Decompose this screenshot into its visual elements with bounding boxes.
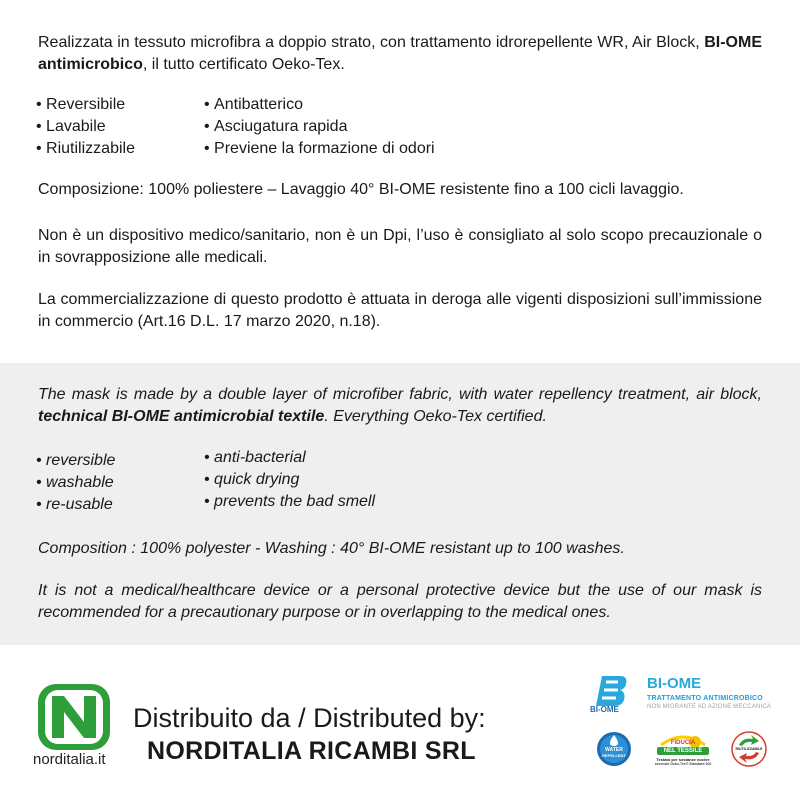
- features-right-en: [204, 447, 375, 513]
- intro-paragraph-it: Realizzata in tessuto microfibra a doppio strato, con trattamento idrorepellente WR, Air Block, BI-OME antimicrobico, il tutto certificato Oeko-Tex.: [38, 34, 762, 73]
- distributed-label: Distribuito da / Distributed by:: [133, 703, 486, 733]
- list-item: • Riutilizzabile: [36, 138, 135, 160]
- features-left-en: [36, 450, 115, 516]
- english-section: [0, 363, 800, 645]
- footer: [0, 645, 800, 800]
- composition-it: Composizione: 100% poliestere – Lavaggio 40° BI-OME resistente fino a 100 cicli lavaggio.: [38, 181, 684, 198]
- list-item: • prevents the bad smell: [204, 491, 375, 513]
- disclaimer-it: Non è un dispositivo medico/sanitario, non è un Dpi, l’uso è consigliato al solo scopo precauzionale o in sovrapposizione alle medicali.: [38, 227, 762, 266]
- list-item: • Antibatterico: [204, 94, 435, 116]
- intro-paragraph-en: The mask is made by a double layer of microfiber fabric, with water repellency treatment, air block, technical BI-OME antimicrobial textile. Everything Oeko-Tex certified.: [38, 386, 762, 425]
- list-item: • Previene la formazione di odori: [204, 138, 435, 160]
- biome-title: BI-OME: [647, 675, 702, 692]
- list-item: • Lavabile: [36, 116, 135, 138]
- features-right-it: [204, 94, 435, 160]
- biome-highlight-en: technical BI-OME antimicrobial textile: [38, 408, 325, 425]
- biome-logo-caption: BI-OME: [590, 705, 619, 714]
- list-item: • Reversibile: [36, 94, 135, 116]
- disclaimer-en: It is not a medical/healthcare device or a personal protective device but the use of our mask is recommended for a precautionary purpose or in overlapping to the medical ones.: [38, 582, 762, 621]
- water-repellent-badge: WATER REPELLENT: [596, 731, 632, 767]
- norditalia-website: norditalia.it: [33, 751, 106, 768]
- list-item: • quick drying: [204, 469, 375, 491]
- reusable-badge: RIUTILIZZABILE: [731, 731, 767, 767]
- biome-highlight-it: BI-OME antimicrobico: [38, 34, 762, 73]
- list-item: • re-usable: [36, 494, 115, 516]
- composition-en: Composition : 100% polyester - Washing : 40° BI-OME resistant up to 100 washes.: [38, 540, 625, 557]
- list-item: • washable: [36, 472, 115, 494]
- oeko-tex-badge: FIDUCIA NEL TESSILE Testato per sostanze nocive secondo Oeko-Tex® Standard 100: [651, 731, 715, 769]
- legal-note-it: La commercializzazione di questo prodotto è attuata in deroga alle vigenti disposizioni sull’immissione in commercio (Art.16 D.L. 17 marzo 2020, n.18).: [38, 291, 762, 330]
- norditalia-logo-icon: [36, 682, 112, 752]
- italian-section: [0, 0, 800, 363]
- biome-subtagline: NON MIGRANTE AD AZIONE MECCANICA: [647, 704, 772, 710]
- biome-tagline: TRATTAMENTO ANTIMICROBICO: [647, 695, 763, 702]
- list-item: • reversible: [36, 450, 115, 472]
- list-item: • anti-bacterial: [204, 447, 375, 469]
- list-item: • Asciugatura rapida: [204, 116, 435, 138]
- features-left-it: [36, 94, 135, 160]
- company-name: NORDITALIA RICAMBI SRL: [147, 737, 476, 765]
